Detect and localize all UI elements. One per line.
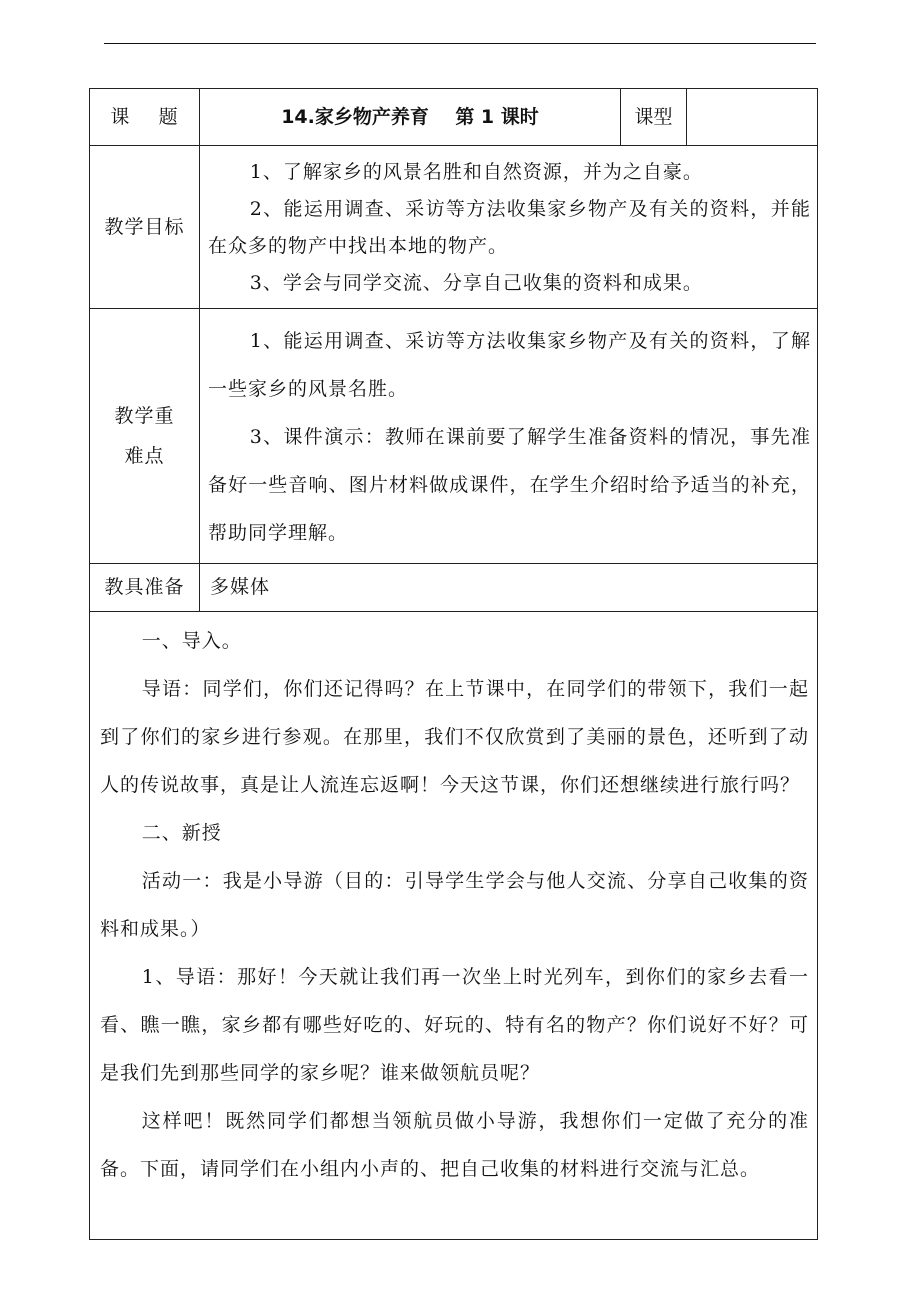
lesson-plan-table: [89, 88, 818, 1240]
tools-label: 教具准备: [90, 564, 200, 612]
topic-row: [90, 89, 818, 146]
difficulty-item: 1、能运用调查、采访等方法收集家乡物产及有关的资料，了解一些家乡的风景名胜。: [208, 330, 811, 400]
goal-item: 2、能运用调查、采访等方法收集家乡物产及有关的资料，并能在众多的物产中找出本地的物产。: [208, 198, 811, 257]
lesson-type-label: 课型: [621, 89, 687, 146]
topic-label: 课 题: [90, 89, 200, 146]
teaching-process: [90, 612, 818, 1240]
process-paragraph: 导语：同学们，你们还记得吗？在上节课中，在同学们的带领下，我们一起到了你们的家乡进行参观。在那里，我们不仅欣赏到了美丽的景色，还听到了动人的传说故事，真是让人流连忘返啊！今天这节课，你们还想继续进行旅行吗？: [100, 678, 809, 796]
lesson-type-value: [687, 89, 818, 146]
difficulties-row: [90, 309, 818, 564]
process-paragraph: 活动一：我是小导游（目的：引导学生学会与他人交流、分享自己收集的资料和成果。）: [100, 870, 809, 940]
difficulties-label: 教学重 难点: [90, 309, 200, 564]
goal-item: 3、学会与同学交流、分享自己收集的资料和成果。: [249, 272, 703, 294]
process-row: [90, 612, 818, 1240]
difficulty-item: 3、课件演示：教师在课前要了解学生准备资料的情况，事先准备好一些音响、图片材料做成课件，在学生介绍时给予适当的补充，帮助同学理解。: [208, 426, 811, 544]
tools-value: 多媒体: [200, 564, 818, 612]
tools-row: [90, 564, 818, 612]
header-rule: [104, 43, 816, 44]
process-paragraph: 1、导语：那好！今天就让我们再一次坐上时光列车，到你们的家乡去看一看、瞧一瞧，家乡都有哪些好吃的、好玩的、特有名的物产？你们说好不好？可是我们先到那些同学的家乡呢？谁来做领航员呢？: [100, 966, 809, 1084]
process-heading: 一、导入。: [141, 630, 242, 652]
goals-row: [90, 146, 818, 309]
goal-item: 1、了解家乡的风景名胜和自然资源，并为之自豪。: [249, 161, 703, 183]
goals-label: 教学目标: [90, 146, 200, 309]
difficulties-content: [200, 309, 818, 564]
process-heading: 二、新授: [141, 822, 222, 844]
lesson-title: 14.家乡物产养育 第 1 课时: [200, 89, 621, 146]
process-paragraph: 这样吧！既然同学们都想当领航员做小导游，我想你们一定做了充分的准备。下面，请同学们在小组内小声的、把自己收集的材料进行交流与汇总。: [100, 1110, 809, 1180]
goals-content: [200, 146, 818, 309]
